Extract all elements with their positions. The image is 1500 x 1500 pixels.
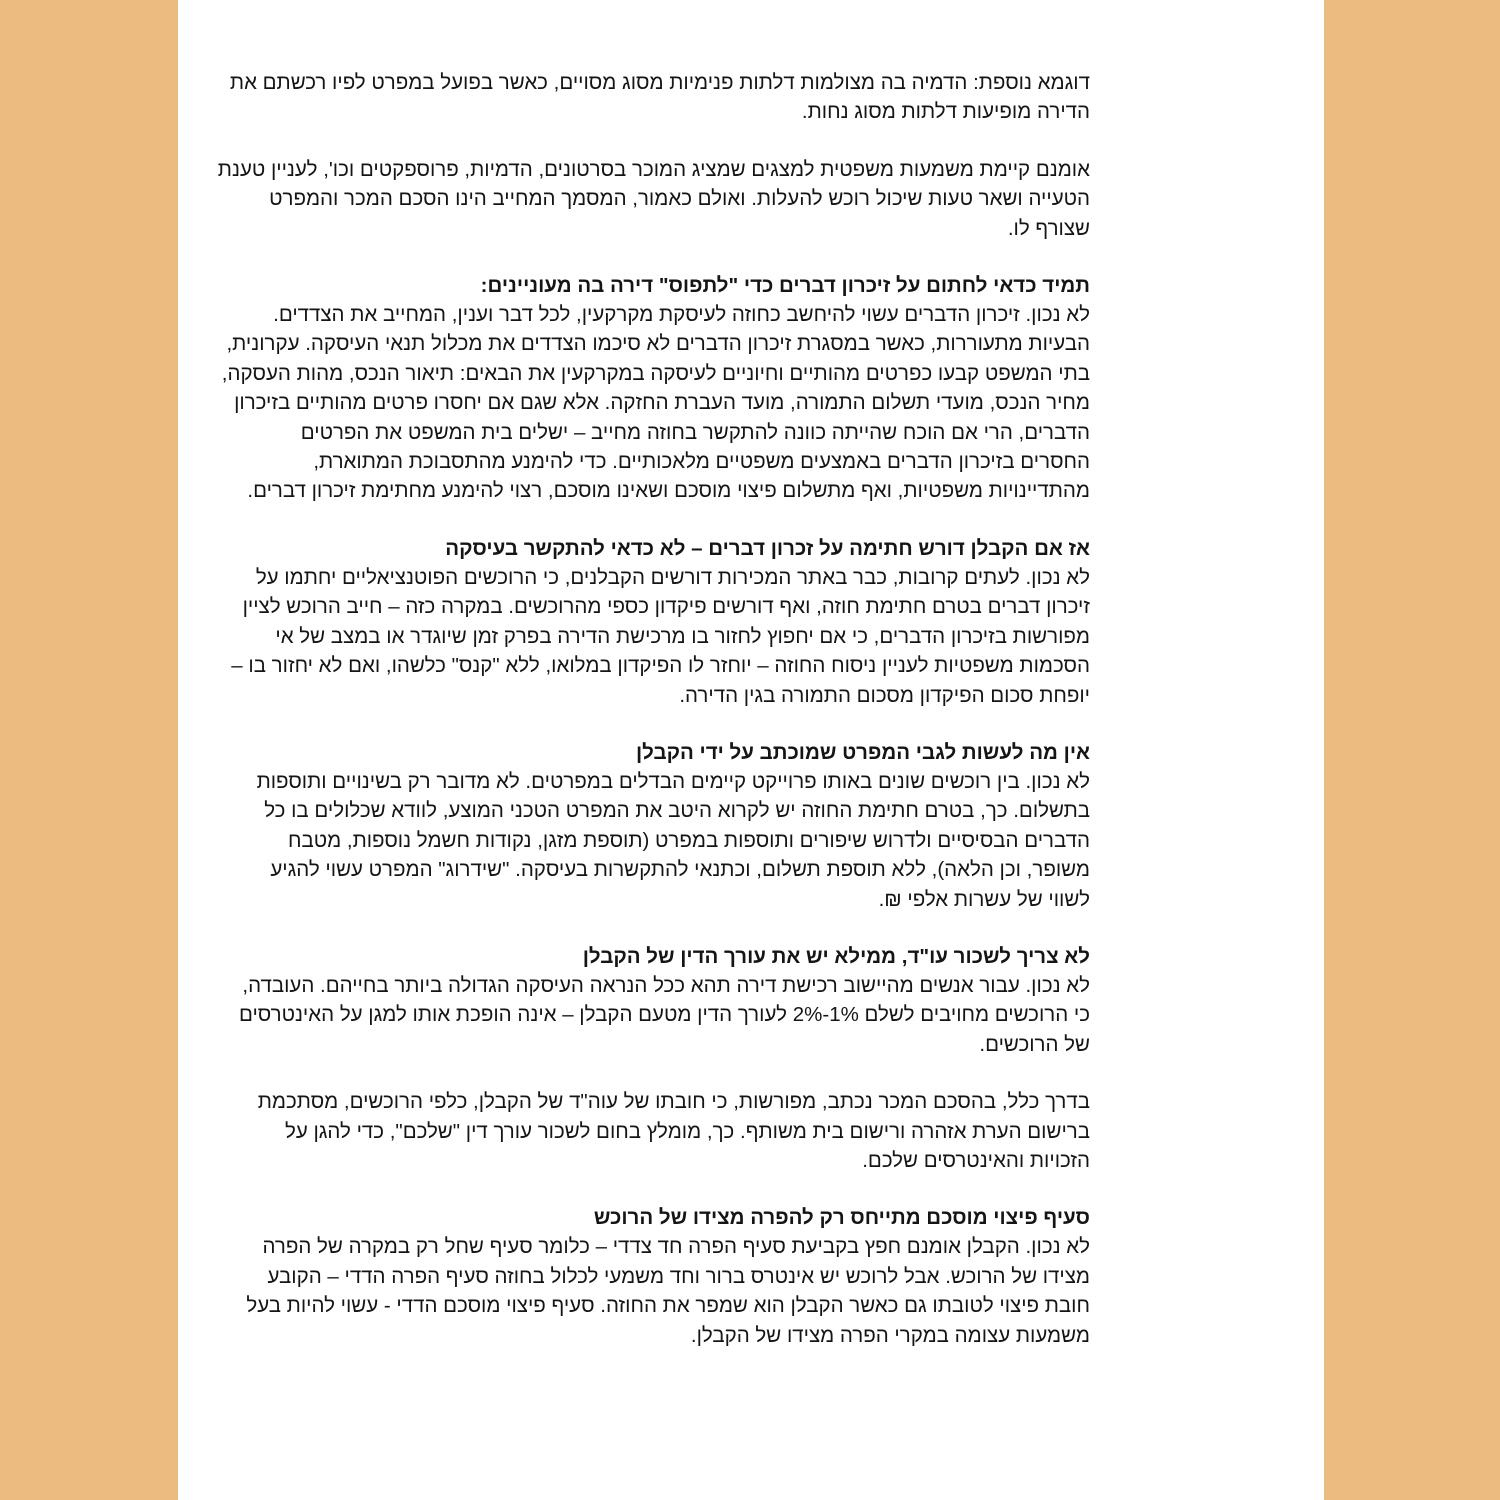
text-line: בתי המשפט קבעו כפרטים מהותיים וחיוניים לעיסקה במקרקעין את הבאים: תיאור הנכס, מהות העסקה, — [221, 361, 1090, 385]
text-line: הטעייה ושאר טעות שיכול רוכש להעלות. ואולם כאמור, המסמך המחייב הינו הסכם המכר והמפרט — [269, 187, 1090, 211]
text-line: הדירה מופיעות דלתות מסוג נחות. — [801, 100, 1090, 124]
text-line: הזכויות והאינטרסים שלכם. — [862, 1148, 1090, 1172]
text-line: לא נכון. הקבלן אומנם חפץ בקביעת סעיף הפרה חד צדדי – כלומר סעיף שחל רק במקרה של הפרה — [262, 1235, 1090, 1259]
document-page — [178, 0, 1324, 1500]
text-line: בתשלום. כך, בטרם חתימת החוזה יש לקרוא היטב את המפרט הטכני המוצע, לוודא שכלולים בו כל — [264, 799, 1090, 823]
text-line: דוגמא נוספת: הדמיה בה מצולמות דלתות פנימיות מסוג מסויים, כאשר בפועל במפרט לפיו רכשתם את — [229, 71, 1090, 94]
text-line: זיכרון דברים בטרם חתימת חוזה, ואף דורשים פיקדון כספי מהרוכשים. במקרה כזה – חייב הרוכש לציין — [242, 595, 1090, 619]
section-memorandum — [221, 271, 1090, 506]
paragraph-lawyer-duty — [257, 1087, 1090, 1175]
text-line: מחיר הנכס, מועדי תשלום התמורה, מועד העברת החזקה. אלא שגם אם יחסרו פרטים מהותיים בזיכרון — [234, 391, 1090, 415]
text-line: מצידו של הרוכש. אבל לרוכש יש אינטרס ברור וחד משמעי לכלול בחוזה סעיף הפרה הדדי – הקובע — [267, 1264, 1090, 1288]
section-heading: אז אם הקבלן דורש חתימה על זכרון דברים – לא כדאי להתקשר בעיסקה — [445, 536, 1090, 560]
section-heading: אין מה לעשות לגבי המפרט שמוכתב על ידי הקבלן — [635, 740, 1090, 764]
text-line: מפורשות בזיכרון הדברים, כי אם יחפוץ לחזור בו מרכישת הדירה בפרק זמן שיוגדר או במצב של אי — [275, 624, 1090, 648]
text-line: מהתדיינויות משפטיות, ואף מתשלום פיצוי מוסכם ושאינו מוסכם, רצוי להימנע מחתימת זיכרון דברים. — [247, 479, 1090, 503]
section-heading: תמיד כדאי לחתום על זיכרון דברים כדי "לתפוס" דירה בה מעוניינים: — [480, 274, 1090, 298]
text-line: משמעות עצומה במקרי הפרה מצידו של הקבלן. — [690, 1323, 1090, 1347]
text-line: שצורף לו. — [1007, 216, 1090, 240]
text-line: הבעיות מתעוררות, כאשר במסגרת זיכרון הדברים לא סיכמו הצדדים את מכלול תנאי העיסקה. עקרונית, — [226, 332, 1090, 356]
section-contractor-memorandum — [231, 534, 1090, 710]
section-specification — [256, 738, 1090, 914]
text-line: אומנם קיימת משמעות משפטית למצגים שמציג המוכר בסרטונים, הדמיות, פרוספקטים וכו', לעניין טענת — [217, 157, 1090, 181]
text-line: הדברים הבסיסיים ולדרוש שיפורים ותוספות במפרט (תוספת מזגן, נקודות חשמל נוספות, מטבח — [287, 828, 1090, 852]
paragraph-example-doors — [229, 68, 1090, 127]
text-line: הסכמות משפטיות לעניין ניסוח החוזה – יוחזר לו הפיקדון במלואו, ללא "קנס" כלשהו, ואם לא יחזור בו – — [231, 654, 1090, 678]
text-line: לא נכון. זיכרון הדברים עשוי להיחשב כחוזה לעיסקת מקרקעין, לכל דבר וענין, המחייב את הצדדים. — [273, 303, 1090, 327]
paragraph-representations — [217, 155, 1090, 243]
text-line: החסרים בזיכרון הדברים באמצעים משפטיים מלאכותיים. כדי להימנע מהתסבוכת המתוארת, — [313, 450, 1090, 474]
text-line: ברישום הערת אזהרה ורישום בית משותף. כך, מומלץ בחום לשכור עורך דין "שלכם", כדי להגן על — [284, 1119, 1090, 1143]
text-line: חובת פיצוי לטובתו גם כאשר הקבלן הוא שמפר את החוזה. סעיף פיצוי מוסכם הדדי - עשוי להיות בעל — [246, 1294, 1090, 1318]
text-line: יופחת סכום הפיקדון מסכום התמורה בגין הדירה. — [679, 683, 1090, 707]
text-line: משופר, וכן הלאה), ללא תוספת תשלום, וכתנאי להתקשרות בעיסקה. "שידרוג" המפרט עשוי להגיע — [270, 858, 1090, 882]
text-line: של הרוכשים. — [979, 1032, 1090, 1056]
text-line: כי הרוכשים מחויבים לשלם 1%-2% לעורך הדין מטעם הקבלן – אינה הופכת אותו למגן על האינטרסים — [238, 1003, 1090, 1027]
section-lawyer — [238, 942, 1090, 1059]
section-heading: סעיף פיצוי מוסכם מתייחס רק להפרה מצידו של הרוכש — [593, 1206, 1090, 1230]
text-line: לא נכון. לעתים קרובות, כבר באתר המכירות דורשים הקבלנים, כי הרוכשים הפוטנציאליים יחתמו על — [255, 565, 1090, 589]
text-line: בדרך כלל, בהסכם המכר נכתב, מפורשות, כי חובתו של עוה"ד של הקבלן, כלפי הרוכשים, מסתכמת — [257, 1090, 1090, 1114]
text-line: הדברים, הרי אם הוכח שהייתה כוונה להתקשר בחוזה מחייב – ישלים בית המשפט את הפרטים — [300, 420, 1090, 444]
section-heading: לא צריך לשכור עו"ד, ממילא יש את עורך הדין של הקבלן — [582, 944, 1090, 968]
text-line: לא נכון. בין רוכשים שונים באותו פרוייקט קיימים הבדלים במפרטים. לא מדובר רק בשינויים ותוספות — [256, 769, 1090, 793]
text-line: לשווי של עשרות אלפי ₪. — [878, 887, 1090, 911]
text-line: לא נכון. עבור אנשים מהיישוב רכישת דירה תהא ככל הנראה העיסקה הגדולה ביותר בחייהם. העובדה, — [242, 973, 1090, 997]
section-compensation-clause — [246, 1203, 1090, 1350]
